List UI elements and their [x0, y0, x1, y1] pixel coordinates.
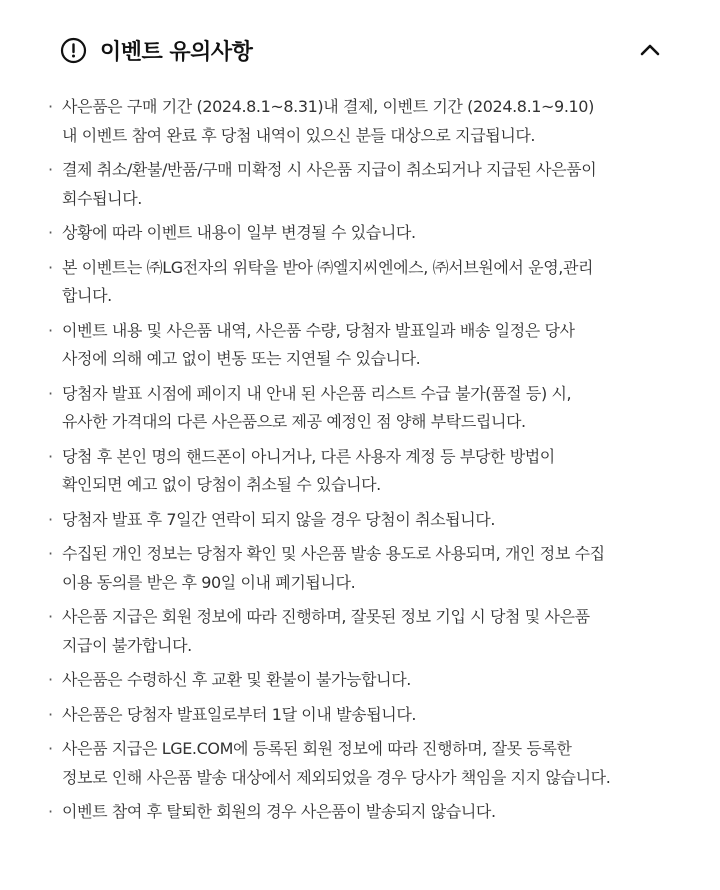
notice-text: 사은품 지급은 LGE.COM에 등록된 회원 정보에 따라 진행하며, 잘못 등록한 정보로 인해 사은품 발송 대상에서 제외되었을 경우 당사가 책임을 지지 않습니다.	[62, 739, 611, 787]
info-circle-icon	[60, 37, 87, 64]
bullet-marker: ·	[48, 257, 53, 277]
bullet-marker: ·	[48, 160, 53, 179]
bullet-marker: ·	[48, 223, 53, 242]
notice-text: 사은품은 수령하신 후 교환 및 환불이 불가능합니다.	[62, 670, 411, 689]
notice-item	[48, 735, 688, 792]
bullet-marker: ·	[48, 544, 53, 563]
notice-text: 당첨자 발표 시점에 페이지 내 안내 된 사은품 리스트 수급 불가(품절 등) 시, 유사한 가격대의 다른 사은품으로 제공 예정인 점 양해 부탁드립니다.	[62, 383, 572, 431]
notice-item	[48, 603, 688, 660]
notice-item	[48, 666, 688, 695]
notice-text: 이벤트 참여 후 탈퇴한 회원의 경우 사은품이 발송되지 않습니다.	[62, 802, 496, 821]
bullet-marker: ·	[48, 446, 53, 466]
notice-header-left	[60, 35, 252, 66]
notice-text: 본 이벤트는 ㈜LG전자의 위탁을 받아 ㈜엘지씨엔에스, ㈜서브원에서 운영,관리 합니다.	[62, 257, 594, 305]
notice-item	[48, 219, 688, 248]
notice-text: 사은품은 구매 기간 (2024.8.1~8.31)내 결제, 이벤트 기간 (2024.8.1~9.10) 내 이벤트 참여 완료 후 당첨 내역이 있으신 분들 대상으로 지급됩니다.	[62, 97, 594, 145]
notice-item	[48, 798, 688, 827]
bullet-marker: ·	[48, 320, 53, 340]
notice-title: 이벤트 유의사항	[100, 39, 253, 65]
notice-text: 당첨자 발표 후 7일간 연락이 되지 않을 경우 당첨이 취소됩니다.	[62, 509, 496, 529]
notice-text: 상황에 따라 이벤트 내용이 일부 변경될 수 있습니다.	[62, 223, 416, 242]
notice-text: 이벤트 내용 및 사은품 내역, 사은품 수량, 당첨자 발표일과 배송 일정은 당사 사정에 의해 예고 없이 변동 또는 지연될 수 있습니다.	[62, 320, 575, 368]
bullet-marker: ·	[48, 704, 53, 724]
notice-header-toggle[interactable]	[60, 32, 670, 68]
notice-item	[48, 443, 688, 500]
notice-text: 당첨 후 본인 명의 핸드폰이 아니거나, 다른 사용자 계정 등 부당한 방법이 확인되면 예고 없이 당첨이 취소될 수 있습니다.	[62, 446, 555, 494]
bullet-marker: ·	[48, 802, 53, 821]
notice-item	[48, 506, 688, 535]
notice-item	[48, 540, 688, 597]
bullet-marker: ·	[48, 607, 53, 626]
bullet-marker: ·	[48, 509, 53, 529]
notice-item	[48, 156, 688, 213]
chevron-up-icon[interactable]	[638, 38, 662, 62]
notice-text: 수집된 개인 정보는 당첨자 확인 및 사은품 발송 용도로 사용되며, 개인 정보 수집 이용 동의를 받은 후 90일 이내 폐기됩니다.	[62, 544, 605, 592]
notice-item	[48, 254, 688, 311]
bullet-marker: ·	[48, 670, 53, 689]
notice-text: 사은품은 당첨자 발표일로부터 1달 이내 발송됩니다.	[62, 704, 417, 724]
notice-item	[48, 317, 688, 374]
bullet-marker: ·	[48, 739, 53, 758]
notice-text: 사은품 지급은 회원 정보에 따라 진행하며, 잘못된 정보 기입 시 당첨 및 사은품 지급이 불가합니다.	[62, 607, 590, 655]
notice-text: 결제 취소/환불/반품/구매 미확정 시 사은품 지급이 취소되거나 지급된 사은품이 회수됩니다.	[62, 160, 597, 208]
notice-item	[48, 701, 688, 730]
bullet-marker: ·	[48, 97, 53, 116]
notice-item	[48, 380, 688, 437]
bullet-marker: ·	[48, 383, 53, 403]
notice-item	[48, 93, 688, 150]
notice-list	[48, 93, 688, 833]
